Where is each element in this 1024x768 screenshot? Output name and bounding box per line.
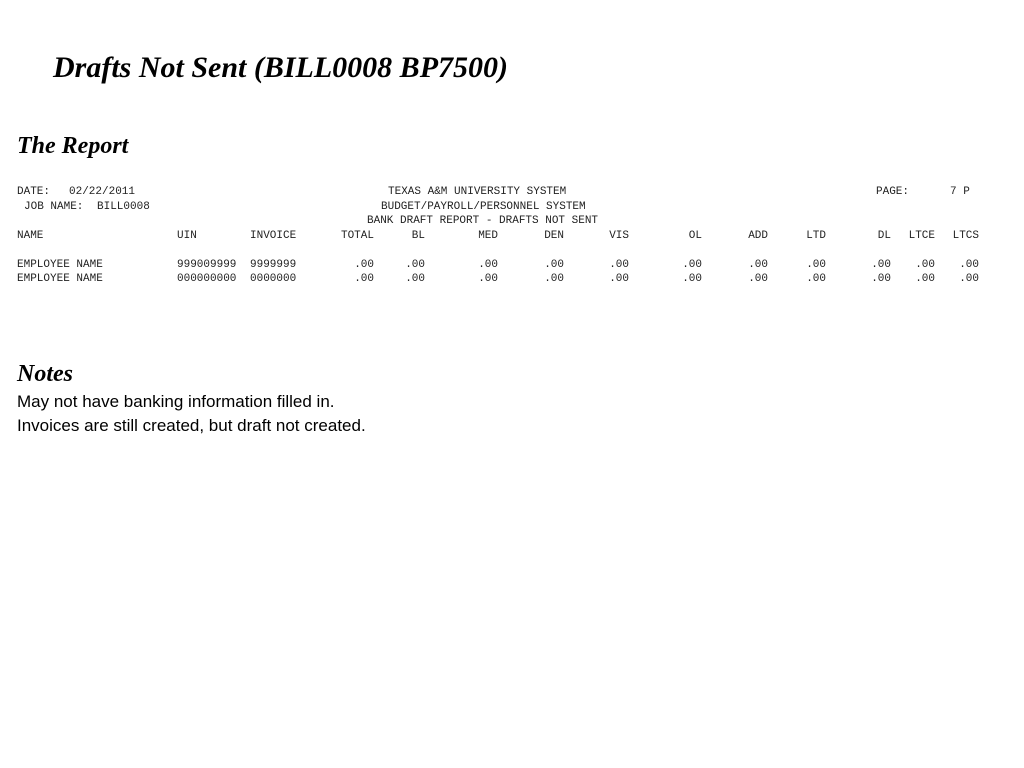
note-line: May not have banking information filled in. — [17, 392, 335, 411]
row-dl: .00 — [871, 259, 891, 271]
row-invoice: 0000000 — [250, 273, 297, 285]
column-header-ltd: LTD — [806, 230, 826, 242]
row-ltcs: .00 — [959, 259, 979, 271]
column-header-name: NAME — [17, 230, 44, 242]
column-header-ltcs: LTCS — [952, 230, 979, 242]
column-header-ol: OL — [688, 230, 702, 242]
row-bl: .00 — [405, 259, 425, 271]
column-header-med: MED — [478, 230, 498, 242]
column-header-add: ADD — [748, 230, 768, 242]
row-add: .00 — [748, 259, 768, 271]
row-uin: 000000000 — [177, 273, 237, 285]
row-med: .00 — [478, 259, 498, 271]
row-ol: .00 — [682, 273, 702, 285]
row-add: .00 — [748, 273, 768, 285]
notes-body — [17, 390, 366, 438]
row-ol: .00 — [682, 259, 702, 271]
row-den: .00 — [544, 273, 564, 285]
report-page-value: 7 P — [950, 186, 970, 198]
row-name: EMPLOYEE NAME — [17, 273, 103, 285]
row-den: .00 — [544, 259, 564, 271]
column-header-bl: BL — [411, 230, 425, 242]
row-invoice: 9999999 — [250, 259, 297, 271]
row-ltd: .00 — [806, 259, 826, 271]
row-vis: .00 — [609, 259, 629, 271]
row-name: EMPLOYEE NAME — [17, 259, 103, 271]
row-ltce: .00 — [915, 273, 935, 285]
column-header-dl: DL — [877, 230, 891, 242]
report-page-label: PAGE: — [876, 186, 910, 198]
notes-heading: Notes — [17, 361, 73, 387]
column-header-total: TOTAL — [340, 230, 374, 242]
report-system-name: BUDGET/PAYROLL/PERSONNEL SYSTEM — [381, 201, 586, 213]
row-bl: .00 — [405, 273, 425, 285]
column-header-vis: VIS — [609, 230, 629, 242]
report-section-heading: The Report — [17, 133, 129, 159]
row-vis: .00 — [609, 273, 629, 285]
row-ltce: .00 — [915, 259, 935, 271]
report-printout — [17, 185, 1007, 295]
row-uin: 999009999 — [177, 259, 237, 271]
row-ltd: .00 — [806, 273, 826, 285]
row-dl: .00 — [871, 273, 891, 285]
row-total: .00 — [354, 273, 374, 285]
report-date-label: DATE: — [17, 186, 51, 198]
note-line: Invoices are still created, but draft not created. — [17, 416, 366, 435]
report-date-value: 02/22/2011 — [69, 186, 136, 198]
report-job-label: JOB NAME: — [24, 201, 84, 213]
column-header-den: DEN — [544, 230, 564, 242]
report-job-value: BILL0008 — [97, 201, 150, 213]
report-org-name: TEXAS A&M UNIVERSITY SYSTEM — [388, 186, 567, 198]
row-total: .00 — [354, 259, 374, 271]
row-ltcs: .00 — [959, 273, 979, 285]
report-name: BANK DRAFT REPORT - DRAFTS NOT SENT — [367, 215, 599, 227]
column-header-invoice: INVOICE — [250, 230, 297, 242]
column-header-uin: UIN — [177, 230, 197, 242]
row-med: .00 — [478, 273, 498, 285]
slide-title: Drafts Not Sent (BILL0008 BP7500) — [53, 51, 509, 84]
column-header-ltce: LTCE — [908, 230, 935, 242]
